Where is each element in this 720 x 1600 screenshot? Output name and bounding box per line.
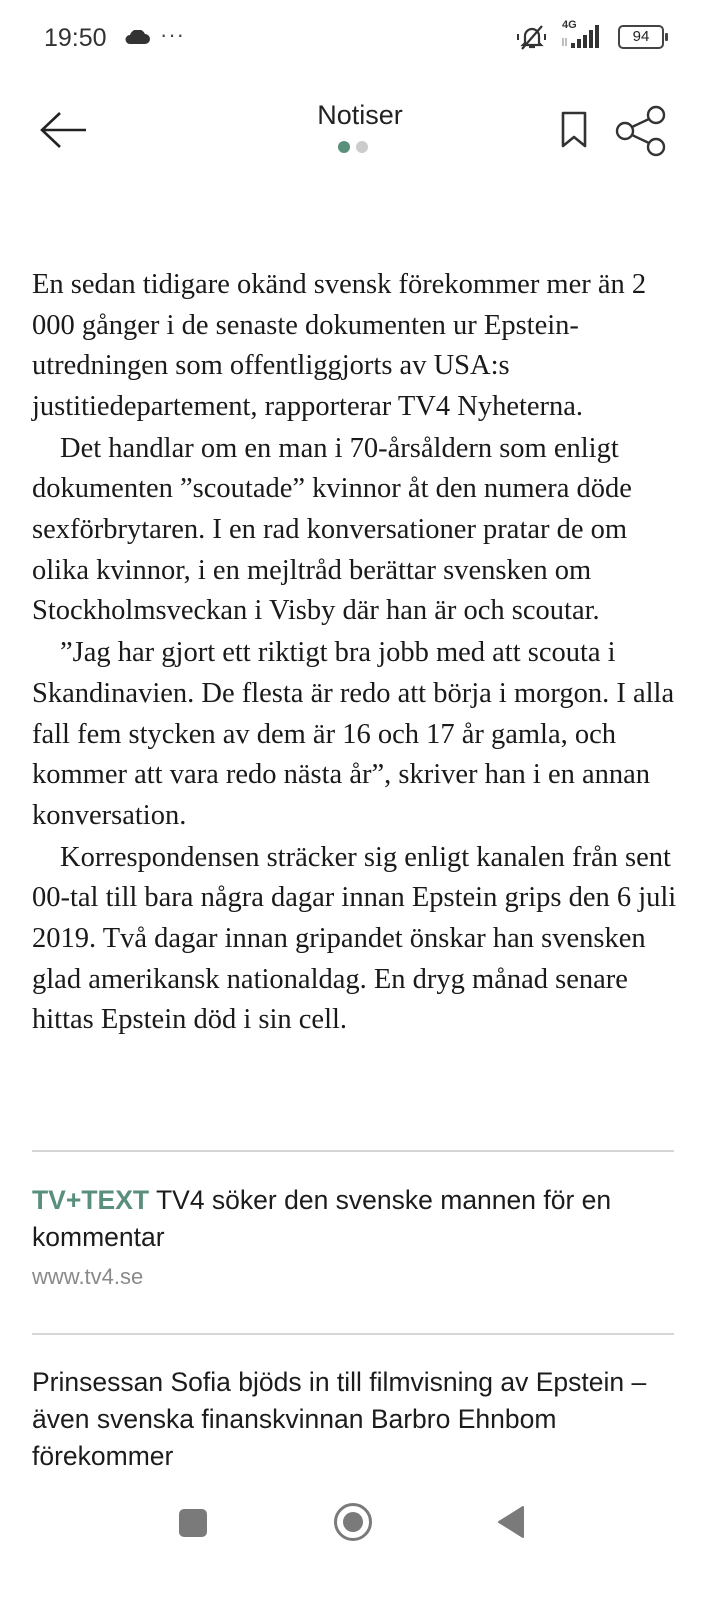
status-icons xyxy=(516,19,664,52)
battery-icon: 94 xyxy=(618,25,664,49)
article-paragraph: Korrespondensen sträcker sig enligt kanalen från sent 00-tal till bara några dagar innan Epstein grips den 6 juli 2019. Två dagar innan gripandet önskar han svensken glad amerikansk nationaldag. En dryg månad senare hittas Epstein död i sin cell. xyxy=(32,841,677,1036)
back-triangle-icon[interactable] xyxy=(496,1505,526,1539)
page-title: Notiser xyxy=(317,100,403,130)
share-icon[interactable] xyxy=(614,104,668,158)
article-body xyxy=(32,265,688,1042)
related-link-tv4[interactable] xyxy=(32,1182,688,1290)
article-paragraph: Det handlar om en man i 70-årsåldern som enligt dokumenten ”scoutade” kvinnor åt den numera döde sexförbrytaren. I en rad konversationer pratar de om olika kvinnor, i en mejltråd berättar svensken om Stockholmsveckan i Visby där han är och scoutar. xyxy=(32,432,632,627)
app-bar xyxy=(0,80,720,180)
system-nav-bar xyxy=(0,1490,720,1600)
home-circle-icon[interactable] xyxy=(333,1502,373,1542)
page-dot-inactive xyxy=(356,141,368,153)
signal-icon xyxy=(558,19,604,52)
divider xyxy=(32,1333,674,1335)
divider xyxy=(32,1150,674,1152)
status-bar xyxy=(0,0,720,80)
related-link-title xyxy=(32,1182,688,1256)
related-link-source: www.tv4.se xyxy=(32,1264,144,1289)
cloud-icon xyxy=(124,30,150,44)
muted-bell-icon xyxy=(516,23,548,51)
article-paragraph: ”Jag har gjort ett riktigt bra jobb med att scouta i Skandinavien. De flesta är redo att börja i morgon. I alla fall fem stycken av dem är 16 och 17 år gamla, och kommer att vara redo nästa år”, skriver han i en annan konversation. xyxy=(32,637,675,831)
related-article-headline: Prinsessan Sofia bjöds in till filmvisning av Epstein – även svenska finanskvinnan Barbro Ehnbom förekommer xyxy=(32,1367,647,1471)
article-paragraph: En sedan tidigare okänd svensk förekommer mer än 2 000 gånger i de senaste dokumenten ur Epstein-utredningen som offentliggjorts av USA:s justitiedepartement, rapporterar TV4 Nyheterna. xyxy=(32,269,647,422)
status-time: 19:50 xyxy=(44,24,107,52)
page-indicator xyxy=(338,141,368,153)
page-dot-active xyxy=(338,141,350,153)
more-icon: ··· xyxy=(160,22,185,47)
network-type: 4G xyxy=(562,19,577,31)
tv-text-tag: TV+TEXT xyxy=(32,1185,150,1215)
related-link-headline: TV4 söker den svenske mannen för en kommentar xyxy=(32,1185,612,1252)
recents-square-icon[interactable] xyxy=(178,1508,208,1538)
related-article-link[interactable] xyxy=(32,1364,688,1475)
bookmark-icon[interactable] xyxy=(560,110,588,150)
